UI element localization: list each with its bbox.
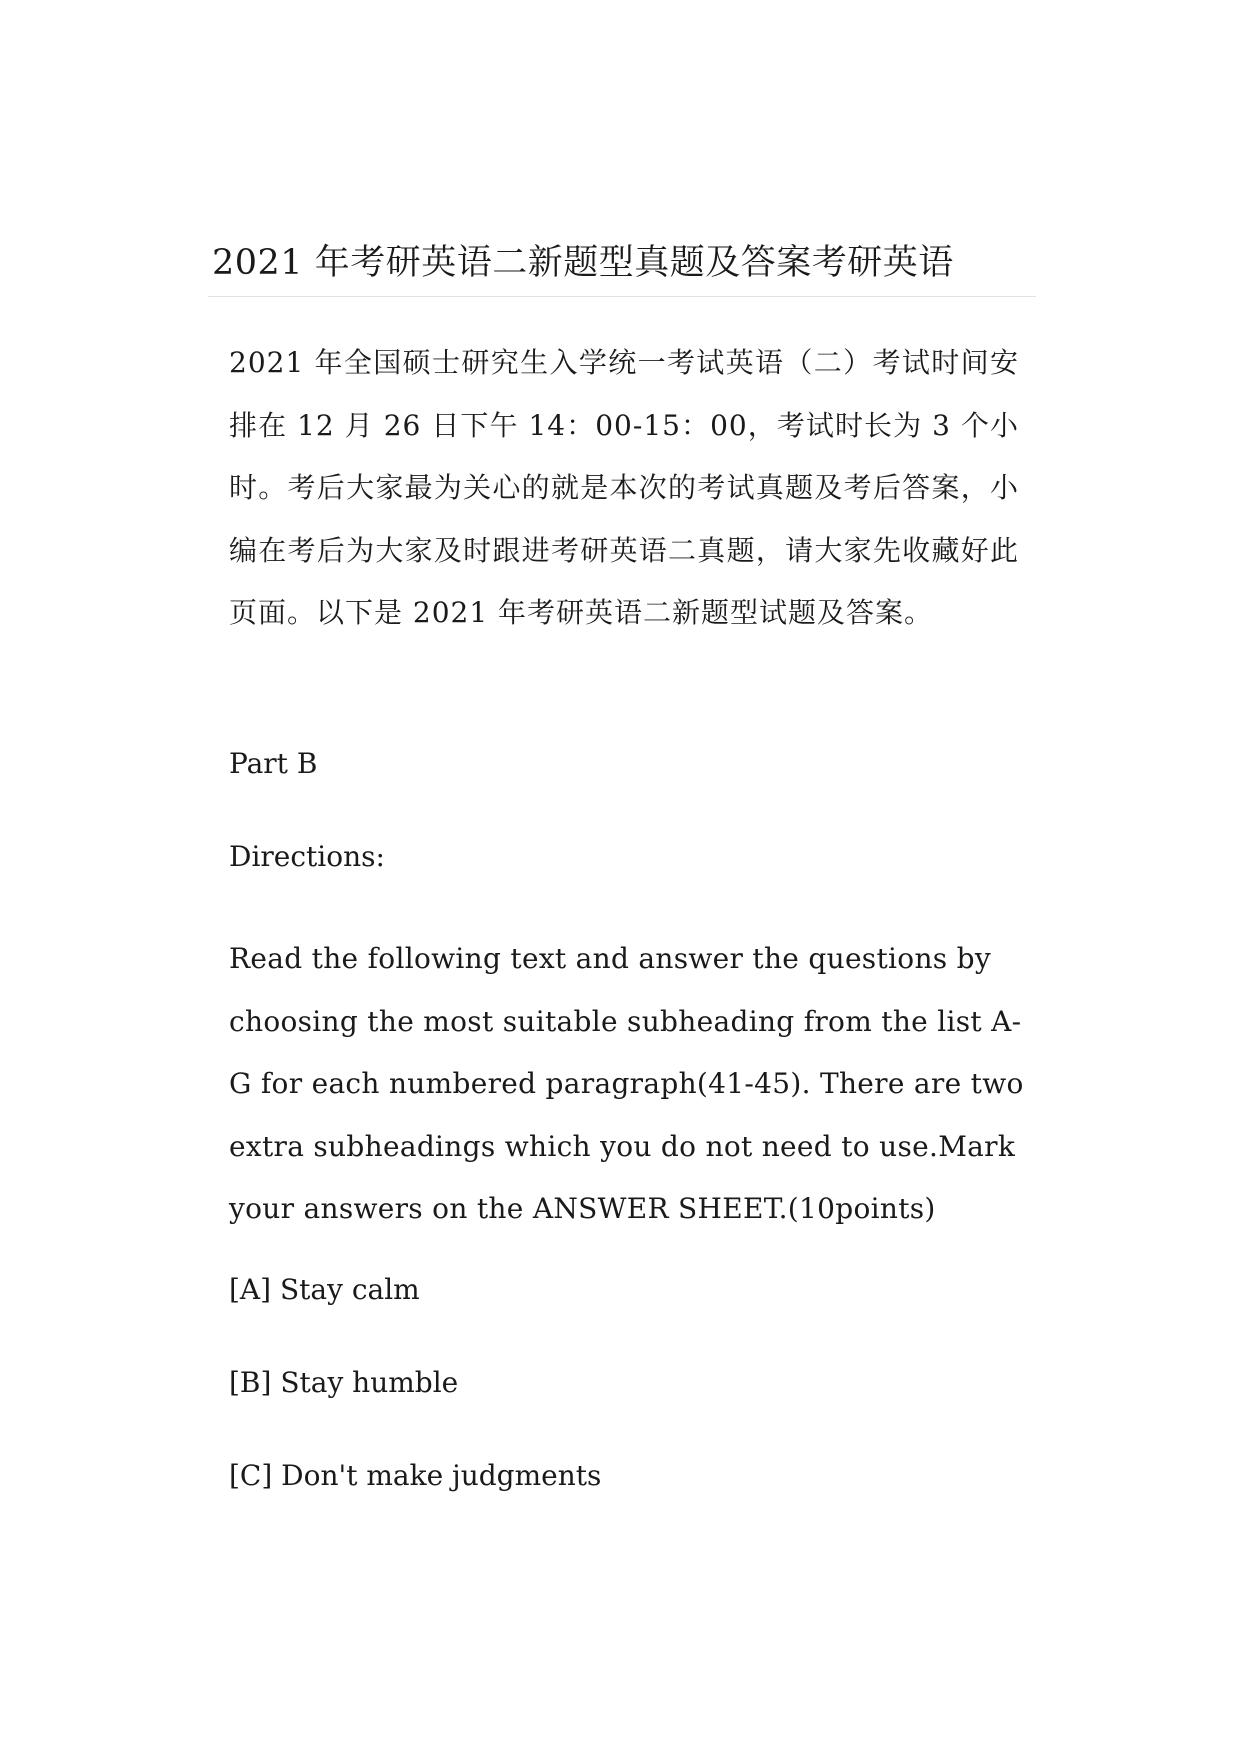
title-divider bbox=[208, 296, 1036, 297]
option-c: [C] Don't make judgments bbox=[229, 1459, 602, 1492]
directions-text: Read the following text and answer the questions by choosing the most suitable subheading from the list A-G for each numbered paragraph(41-45). There are two extra subheadings which you do not need to use.Mark your answers on the ANSWER SHEET.(10points) bbox=[229, 942, 1024, 1225]
page-title: 2021 年考研英语二新题型真题及答案考研英语 bbox=[212, 243, 954, 283]
part-label: Part B bbox=[229, 747, 318, 780]
directions-label: Directions: bbox=[229, 840, 385, 873]
intro-paragraph: 2021 年全国硕士研究生入学统一考试英语（二）考试时间安排在 12 月 26 日下午 14：00-15：00，考试时长为 3 个小时。考后大家最为关心的就是本次的考试真题及考后答案，小编在考后为大家及时跟进考研英语二真题，请大家先收藏好此页面。以下是 2021 年考研英语二新题型试题及答案。 bbox=[229, 346, 1019, 629]
option-b: [B] Stay humble bbox=[229, 1366, 459, 1399]
option-a: [A] Stay calm bbox=[229, 1273, 420, 1306]
